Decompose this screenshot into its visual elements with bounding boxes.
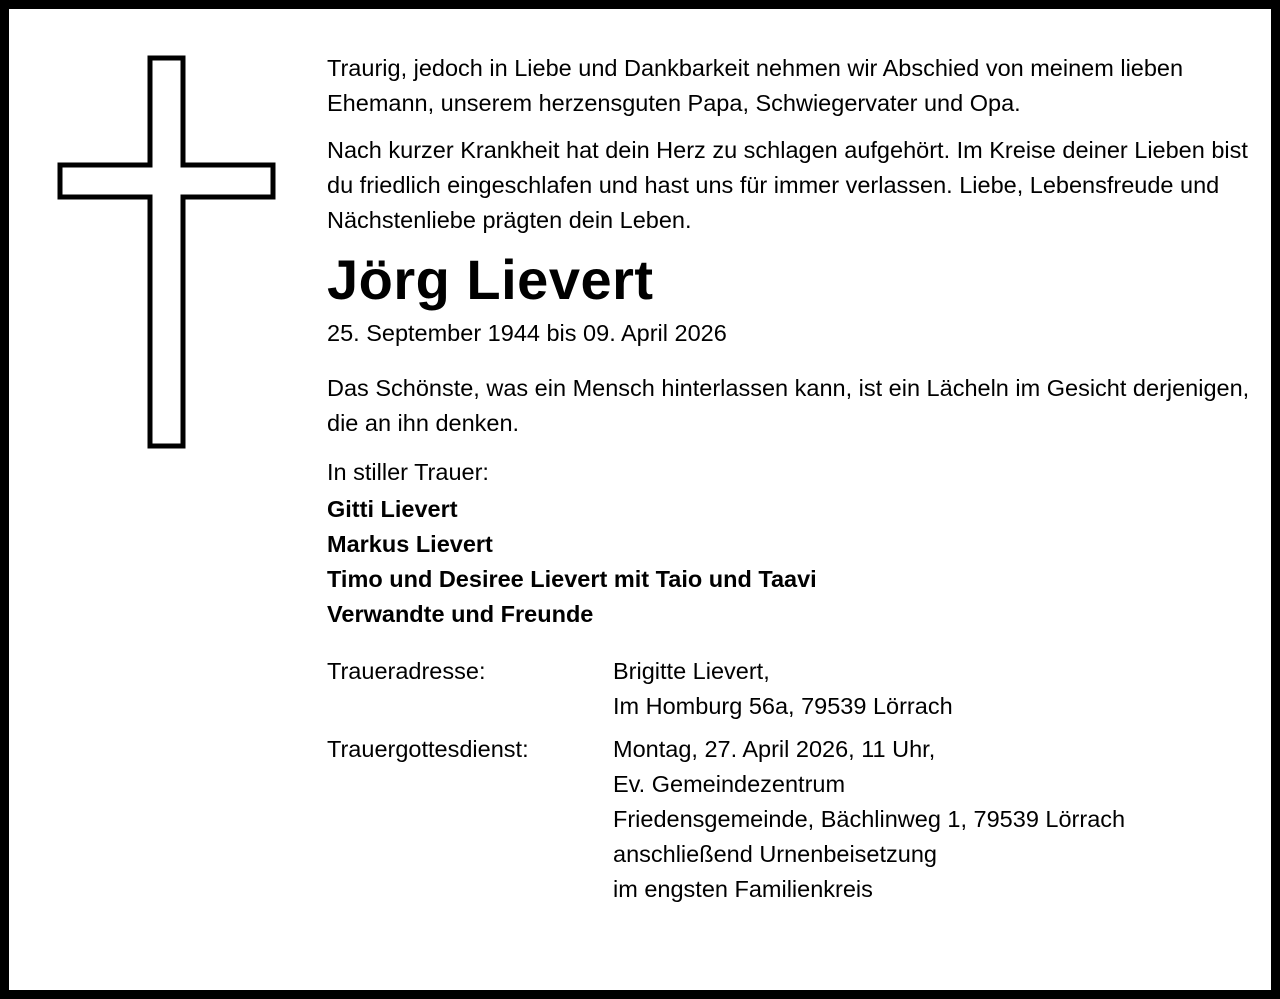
deceased-name: Jörg Lievert xyxy=(327,248,654,311)
service-line: Montag, 27. April 2026, 11 Uhr, xyxy=(613,736,936,762)
mourner-name: Verwandte und Freunde xyxy=(327,601,594,627)
address-lines xyxy=(613,654,1267,724)
memorial-quote: Das Schönste, was ein Mensch hinterlassen kann, ist ein Lächeln im Gesicht derjenigen, die an ihn denken. xyxy=(327,375,1250,436)
service-line: Friedensgemeinde, Bächlinweg 1, 79539 Lörrach xyxy=(613,806,1126,832)
notice-content xyxy=(327,51,1267,907)
mourning-label: In stiller Trauer: xyxy=(327,459,489,485)
service-lines xyxy=(613,732,1267,907)
life-dates: 25. September 1944 bis 09. April 2026 xyxy=(327,320,727,346)
address-label: Traueradresse: xyxy=(327,658,486,684)
mourners-list xyxy=(327,492,1267,632)
message-text: Nach kurzer Krankheit hat dein Herz zu schlagen aufgehört. Im Kreise deiner Lieben bist du friedlich eingeschlafen und hast uns für immer verlassen. Liebe, Lebensfreude und Nächstenliebe prägten dein Leben. xyxy=(327,137,1248,233)
address-line: Brigitte Lievert, xyxy=(613,658,770,684)
address-row xyxy=(327,654,1267,724)
service-line: im engsten Familienkreis xyxy=(613,876,873,902)
details-section xyxy=(327,654,1267,907)
cross-icon xyxy=(55,51,279,453)
mourner-name: Timo und Desiree Lievert mit Taio und Taavi xyxy=(327,566,817,592)
service-label: Trauergottesdienst: xyxy=(327,736,529,762)
mourner-name: Markus Lievert xyxy=(327,531,493,557)
intro-text: Traurig, jedoch in Liebe und Dankbarkeit nehmen wir Abschied von meinem lieben Ehemann, unserem herzensguten Papa, Schwiegervater und Opa. xyxy=(327,55,1184,116)
service-line: Ev. Gemeindezentrum xyxy=(613,771,846,797)
service-line: anschließend Urnenbeisetzung xyxy=(613,841,937,867)
mourner-name: Gitti Lievert xyxy=(327,496,458,522)
address-line: Im Homburg 56a, 79539 Lörrach xyxy=(613,693,953,719)
service-row xyxy=(327,732,1267,907)
